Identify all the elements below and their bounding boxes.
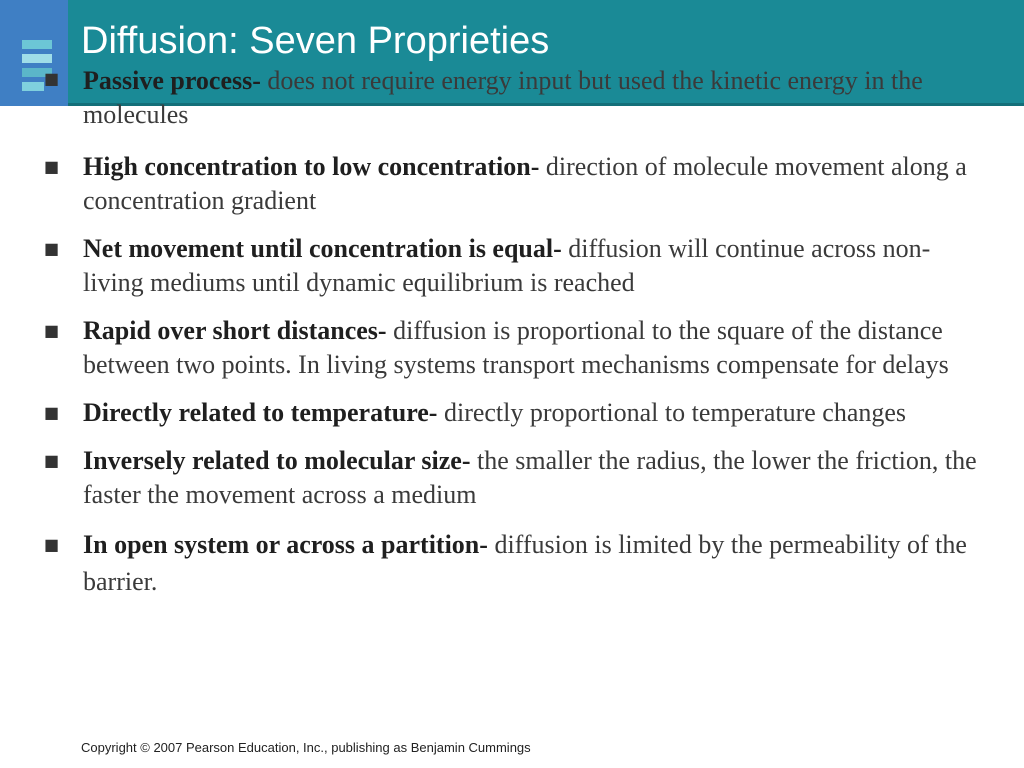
bullet-description: does not require energy input but used the kinetic energy in the molecules [83,66,923,129]
bullet-item [0,64,1024,132]
bullet-item [0,526,1024,600]
square-bullet-icon: ■ [44,157,60,176]
bullet-term: Inversely related to molecular size- [83,446,471,475]
bullet-term: High concentration to low concentration- [83,152,540,181]
bullet-item [0,396,1024,430]
bullet-description: the smaller the radius, the lower the friction, the faster the movement across a medium [83,446,977,509]
bullet-item [0,150,1024,218]
bullet-item [0,314,1024,382]
bullet-description: directly proportional to temperature changes [437,398,907,427]
bullet-description: direction of molecule movement along a concentration gradient [83,152,967,215]
square-bullet-icon: ■ [44,239,60,258]
bullet-item [0,232,1024,300]
square-bullet-icon: ■ [44,403,60,422]
bullet-item [0,444,1024,512]
square-bullet-icon: ■ [44,535,60,554]
slide-title: Diffusion: Seven Proprieties [81,20,550,62]
bullet-description: diffusion is proportional to the square of the distance between two points. In living systems transport mechanisms compensate for delays [83,316,949,379]
square-bullet-icon: ■ [44,69,60,88]
bullet-list [0,64,1024,614]
bullet-term: Rapid over short distances- [83,316,387,345]
bullet-term: Directly related to temperature- [83,398,438,427]
bullet-term: Passive process- [83,66,261,95]
bullet-description: diffusion will continue across non-living mediums until dynamic equilibrium is reached [83,234,931,297]
square-bullet-icon: ■ [44,321,60,340]
bullet-description: diffusion is limited by the permeability of the barrier. [83,530,967,596]
bullet-term: Net movement until concentration is equal- [83,234,562,263]
copyright-footer: Copyright © 2007 Pearson Education, Inc., publishing as Benjamin Cummings [81,740,531,755]
bullet-term: In open system or across a partition- [83,530,488,559]
square-bullet-icon: ■ [44,451,60,470]
